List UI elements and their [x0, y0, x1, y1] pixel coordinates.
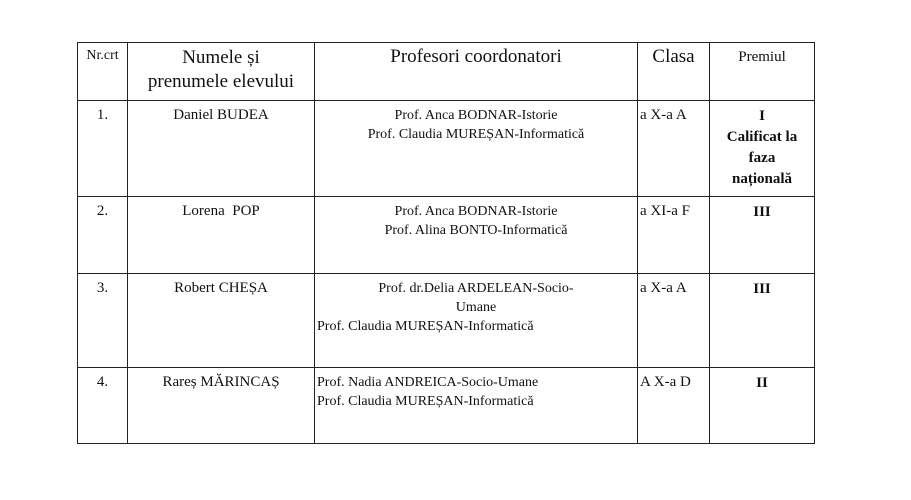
- table-row: [78, 368, 815, 444]
- cell-nr: 4.: [78, 368, 128, 444]
- table-row: [78, 101, 815, 197]
- cell-class: a XI-a F: [638, 197, 710, 274]
- header-nr: Nr.crt: [78, 43, 128, 101]
- cell-prize: [710, 197, 815, 274]
- cell-student-name: Lorena POP: [128, 197, 315, 274]
- cell-prize: [710, 101, 815, 197]
- header-name: [128, 43, 315, 101]
- prize-line: Calificat la: [726, 129, 798, 145]
- cell-professors: [315, 101, 638, 197]
- professor-line: Prof. Nadia ANDREICA-Socio-Umane: [317, 375, 539, 390]
- professor-line: Prof. Claudia MUREȘAN-Informatică: [317, 319, 534, 334]
- cell-professors: [315, 368, 638, 444]
- cell-nr: 2.: [78, 197, 128, 274]
- header-prize: Premiul: [710, 43, 815, 101]
- awards-table: [77, 42, 815, 444]
- prize-line: națională: [731, 171, 792, 187]
- prize-line: I: [759, 108, 765, 124]
- professor-line: Prof. Claudia MUREȘAN-Informatică: [317, 394, 534, 409]
- cell-class: A X-a D: [638, 368, 710, 444]
- header-class: Clasa: [638, 43, 710, 101]
- cell-student-name: Daniel BUDEA: [128, 101, 315, 197]
- professor-line: Prof. Anca BODNAR-Istorie: [394, 204, 558, 219]
- professor-line: Umane: [455, 300, 497, 315]
- prize-line: III: [753, 204, 771, 220]
- cell-professors: [315, 197, 638, 274]
- header-name-line2: prenumele elevului: [147, 71, 295, 92]
- cell-student-name: Rareș MĂRINCAȘ: [128, 368, 315, 444]
- professor-line: Prof. Alina BONTO-Informatică: [384, 223, 568, 238]
- table-row: [78, 274, 815, 368]
- cell-prize: [710, 274, 815, 368]
- header-professors: Profesori coordonatori: [315, 43, 638, 101]
- prize-line: III: [753, 281, 771, 297]
- cell-nr: 3.: [78, 274, 128, 368]
- prize-line: faza: [748, 150, 776, 166]
- cell-professors: [315, 274, 638, 368]
- professor-line: Prof. Claudia MUREȘAN-Informatică: [367, 127, 585, 142]
- cell-prize: [710, 368, 815, 444]
- prize-line: II: [756, 375, 768, 391]
- professor-line: Prof. dr.Delia ARDELEAN-Socio-: [378, 281, 574, 296]
- table-header-row: [78, 43, 815, 101]
- table-row: [78, 197, 815, 274]
- cell-class: a X-a A: [638, 101, 710, 197]
- cell-class: a X-a A: [638, 274, 710, 368]
- cell-nr: 1.: [78, 101, 128, 197]
- professor-line: Prof. Anca BODNAR-Istorie: [394, 108, 558, 123]
- header-name-line1: Numele și: [182, 47, 260, 68]
- cell-student-name: Robert CHEȘA: [128, 274, 315, 368]
